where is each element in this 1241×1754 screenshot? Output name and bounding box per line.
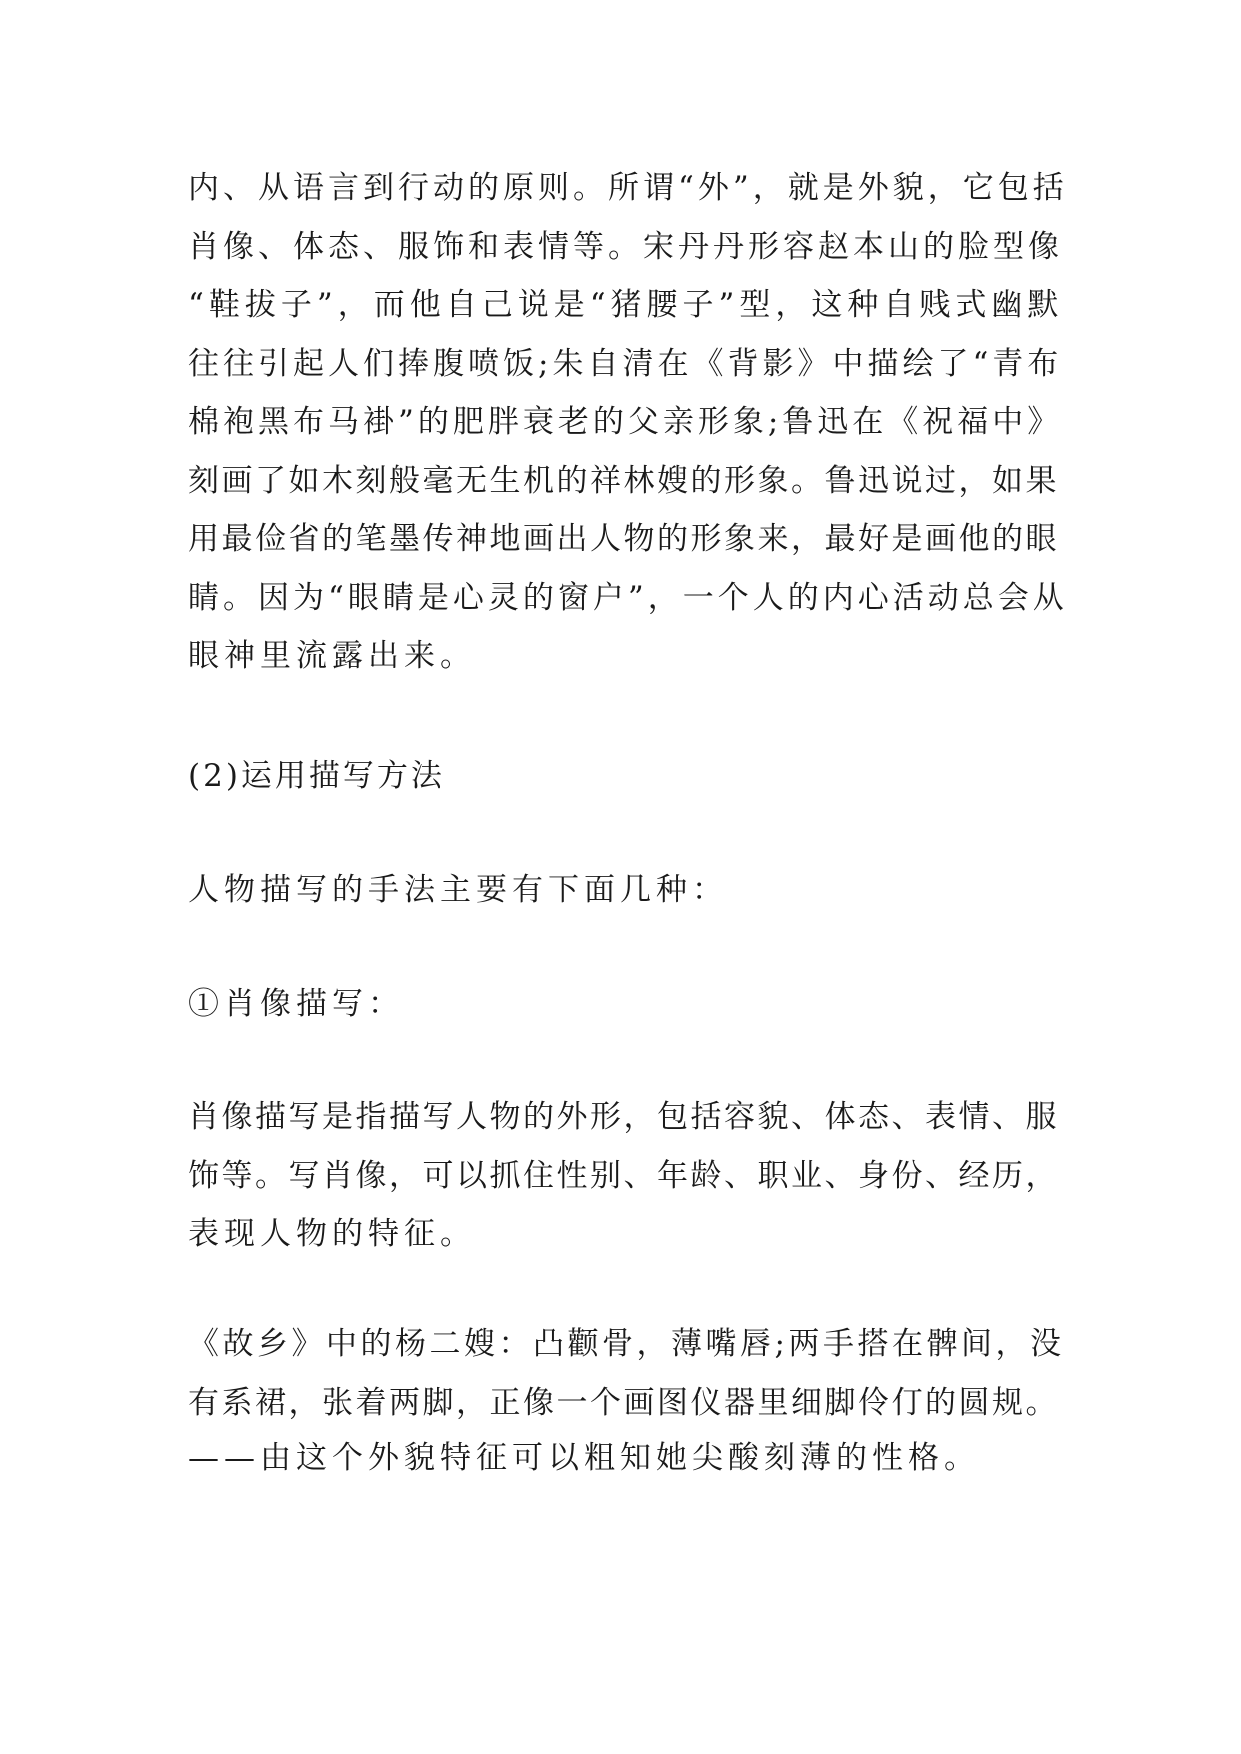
text-line: 用最俭省的笔墨传神地画出人物的形象来，最好是画他的眼 <box>188 521 1059 557</box>
subheading-portrait-description <box>188 975 1068 1034</box>
text-line: 有系裙，张着两脚，正像一个画图仪器里细脚伶仃的圆规。 <box>188 1384 1059 1421</box>
paragraph-conclusion <box>188 1429 1068 1488</box>
text-line: 刻画了如木刻般毫无生机的祥林嫂的形象。鲁迅说过，如果 <box>188 462 1059 499</box>
paragraph-appearance-principle <box>188 159 1068 686</box>
text-line: 肖像、体态、服饰和表情等。宋丹丹形容赵本山的脸型像 <box>188 228 1063 265</box>
text-line: 眼神里流露出来。 <box>188 638 476 674</box>
section-heading-description-methods <box>188 747 1068 806</box>
text-line: 人物描写的手法主要有下面几种： <box>188 872 728 908</box>
paragraph-example-hometown <box>188 1315 1068 1432</box>
heading-text: ①肖像描写： <box>188 986 404 1022</box>
paragraph-intro <box>188 861 1068 920</box>
text-line: 表现人物的特征。 <box>188 1216 476 1252</box>
text-line: “鞋拔子”，而他自己说是“猪腰子”型，这种自贱式幽默 <box>188 287 1064 323</box>
paragraph-portrait-definition <box>188 1088 1068 1264</box>
text-line: 棉袍黑布马褂”的肥胖衰老的父亲形象;鲁迅在《祝福中》 <box>188 404 1063 440</box>
text-line: 肖像描写是指描写人物的外形，包括容貌、体态、表情、服 <box>188 1099 1059 1135</box>
text-line: 睛。因为“眼睛是心灵的窗户”，一个人的内心活动总会从 <box>188 579 1068 616</box>
text-line: 《故乡》中的杨二嫂：凸颧骨，薄嘴唇;两手搭在髀间，没 <box>188 1326 1065 1362</box>
text-line: 往往引起人们捧腹喷饭;朱自清在《背影》中描绘了“青布 <box>188 345 1063 382</box>
heading-text: (2)运用描写方法 <box>188 758 445 794</box>
text-line: 饰等。写肖像，可以抓住性别、年龄、职业、身份、经历， <box>188 1157 1059 1194</box>
text-line: 内、从语言到行动的原则。所谓“外”，就是外貌，它包括 <box>188 170 1068 206</box>
text-line: ——由这个外貌特征可以粗知她尖酸刻薄的性格。 <box>188 1440 980 1476</box>
